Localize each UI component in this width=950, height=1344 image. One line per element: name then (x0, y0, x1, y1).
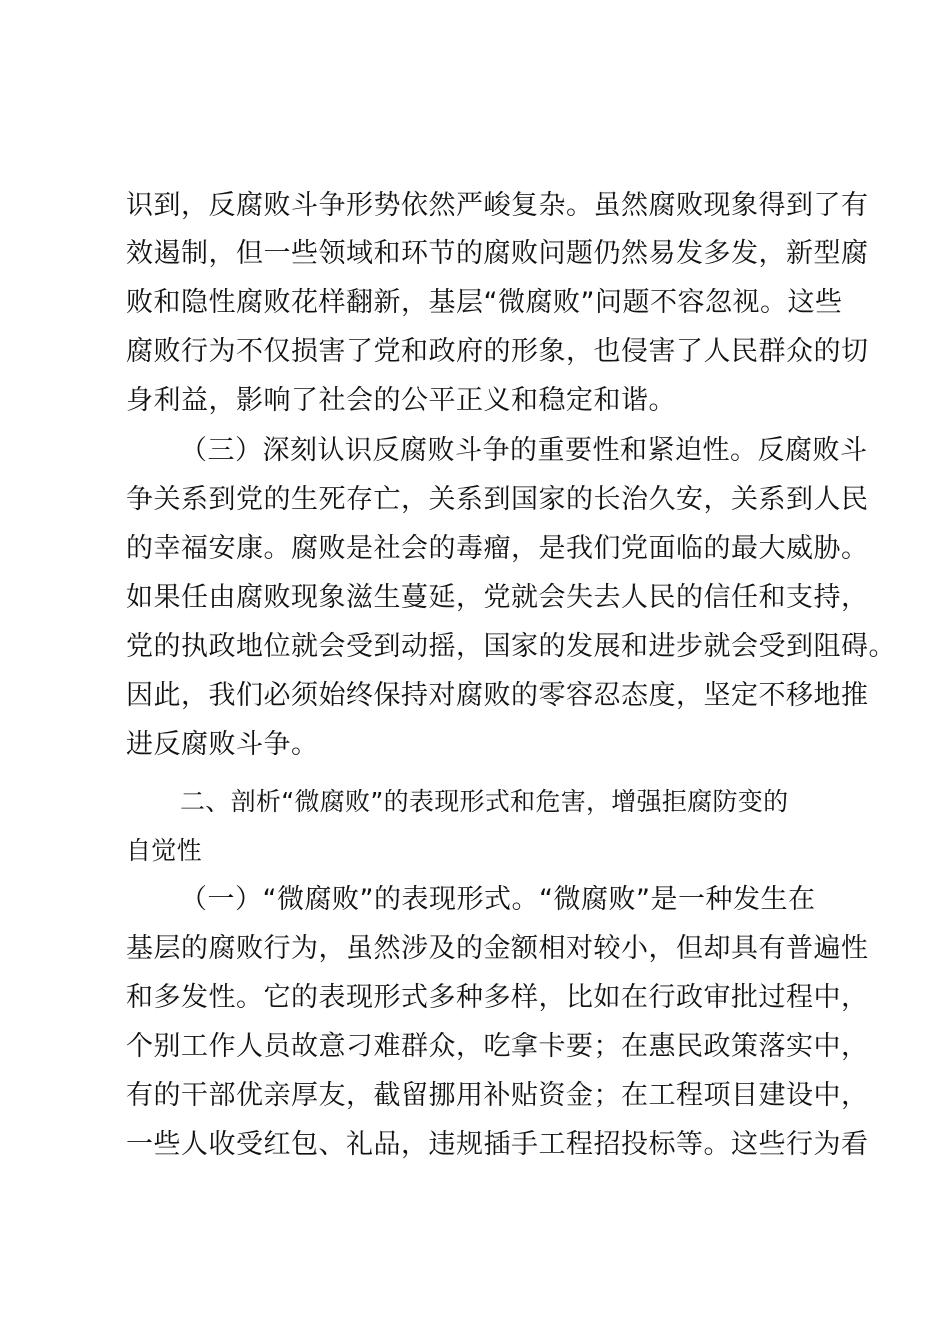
paragraph-line: 的幸福安康。腐败是社会的毒瘤，是我们党面临的最大威胁。 (126, 533, 869, 564)
section-heading: 二、剖析“微腐败”的表现形式和危害，增强拒腐防变的 (180, 787, 789, 816)
section-heading-continuation: 自觉性 (126, 836, 202, 865)
section-paragraph-start: （三）深刻认识反腐败斗争的重要性和紧迫性。反腐败斗 (180, 435, 868, 466)
paragraph-line: 腐败行为不仅损害了党和政府的形象，也侵害了人民群众的切 (126, 336, 869, 367)
paragraph-line: 识到，反腐败斗争形势依然严峻复杂。虽然腐败现象得到了有 (126, 190, 869, 221)
paragraph-line: 进反腐败斗争。 (126, 729, 319, 760)
section-paragraph-start: （一）“微腐败”的表现形式。“微腐败”是一种发生在 (180, 884, 816, 915)
paragraph-line: 个别工作人员故意刁难群众，吃拿卡要；在惠民政策落实中， (126, 1031, 869, 1062)
paragraph-line: 党的执政地位就会受到动摇，国家的发展和进步就会受到阻碍。 (126, 631, 896, 662)
paragraph-line: 因此，我们必须始终保持对腐败的零容忍态度，坚定不移地推 (126, 680, 869, 711)
paragraph-line: 一些人收受红包、礼品，违规插手工程招投标等。这些行为看 (126, 1129, 869, 1160)
paragraph-line: 如果任由腐败现象滋生蔓延，党就会失去人民的信任和支持， (126, 582, 869, 613)
paragraph-line: 败和隐性腐败花样翻新，基层“微腐败”问题不容忽视。这些 (126, 287, 843, 318)
paragraph-line: 争关系到党的生死存亡，关系到国家的长治久安，关系到人民 (126, 484, 869, 515)
paragraph-line: 身利益，影响了社会的公平正义和稳定和谐。 (126, 385, 676, 416)
paragraph-line: 有的干部优亲厚友，截留挪用补贴资金；在工程项目建设中， (126, 1080, 869, 1111)
paragraph-line: 基层的腐败行为，虽然涉及的金额相对较小，但却具有普遍性 (126, 933, 869, 964)
paragraph-line: 和多发性。它的表现形式多种多样，比如在行政审批过程中， (126, 982, 869, 1013)
paragraph-line: 效遏制，但一些领域和环节的腐败问题仍然易发多发，新型腐 (126, 238, 869, 269)
